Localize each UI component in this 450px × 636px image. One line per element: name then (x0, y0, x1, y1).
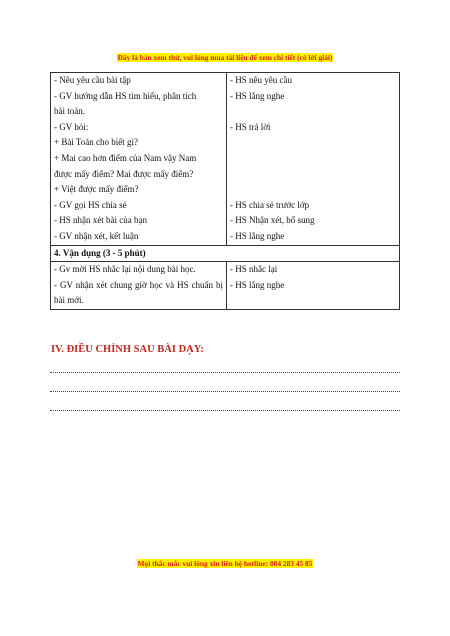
student-response: - HS Nhận xét, bổ sung (230, 215, 315, 226)
student-activities-cell (227, 73, 400, 246)
student-response: - HS nhắc lại (230, 264, 278, 275)
student-response: - HS nêu yêu cầu (230, 75, 292, 85)
section-row-apply (51, 245, 400, 262)
teacher-step: - HS nhận xét bài của bạn (54, 215, 147, 226)
student-response: - HS chia sẻ trước lớp (230, 199, 310, 210)
preview-notice-text: Đây là bản xem thử, vui lòng mua tài liệu để xem chi tiết (có lời giải) (117, 53, 333, 62)
teacher-question: + Mai cao hơn điểm của Nam vậy Nam (54, 152, 197, 163)
teacher-step: bài toán. (54, 106, 85, 117)
lesson-activity-table (50, 72, 400, 310)
student-response: - HS lắng nghe (230, 90, 285, 101)
student-response: - HS trả lời (230, 121, 271, 132)
teacher-step: - Nêu yêu cầu bài tập (54, 75, 131, 85)
hotline-banner (0, 559, 450, 568)
preview-notice-banner (0, 53, 450, 62)
student-response: - HS lắng nghe (230, 279, 285, 290)
teacher-step: - GV nhận xét, kết luận (54, 230, 139, 241)
dotted-answer-line (50, 402, 400, 411)
teacher-activities-cell (51, 73, 227, 246)
student-activities-cell (227, 262, 400, 310)
teacher-question: + Việt được mấy điểm? (54, 184, 139, 195)
teacher-step: - GV hướng dẫn HS tìm hiểu, phân tích (54, 90, 197, 101)
spacer (230, 104, 396, 120)
section-title: 4. Vận dụng (3 - 5 phút) (51, 245, 400, 262)
teacher-step: - Gv mời HS nhắc lại nội dung bài học. (54, 264, 196, 275)
teacher-question: + Bài Toán cho biết gì? (54, 137, 139, 148)
activity-block-practice (51, 73, 400, 246)
section-heading-adjustment: IV. ĐIỀU CHỈNH SAU BÀI DẠY: (51, 344, 204, 355)
teacher-question: được mấy điểm? Mai được mấy điểm? (54, 168, 194, 179)
spacer (230, 151, 396, 167)
spacer (230, 135, 396, 151)
spacer (230, 182, 396, 198)
student-response: - HS lắng nghe (230, 230, 285, 241)
teacher-step: - GV gọi HS chia sẻ (54, 199, 127, 210)
spacer (230, 167, 396, 183)
teacher-activities-cell (51, 262, 227, 310)
dotted-answer-line (50, 364, 400, 373)
dotted-answer-line (50, 383, 400, 392)
activity-block-apply (51, 262, 400, 310)
hotline-text: Mọi thắc mắc vui lòng xin liên hệ hotline: 084 283 45 85 (137, 559, 313, 568)
teacher-step: - GV hỏi: (54, 121, 89, 132)
teacher-step: - GV nhận xét chung giờ học và HS chuẩn bị bài mới. (54, 279, 223, 306)
